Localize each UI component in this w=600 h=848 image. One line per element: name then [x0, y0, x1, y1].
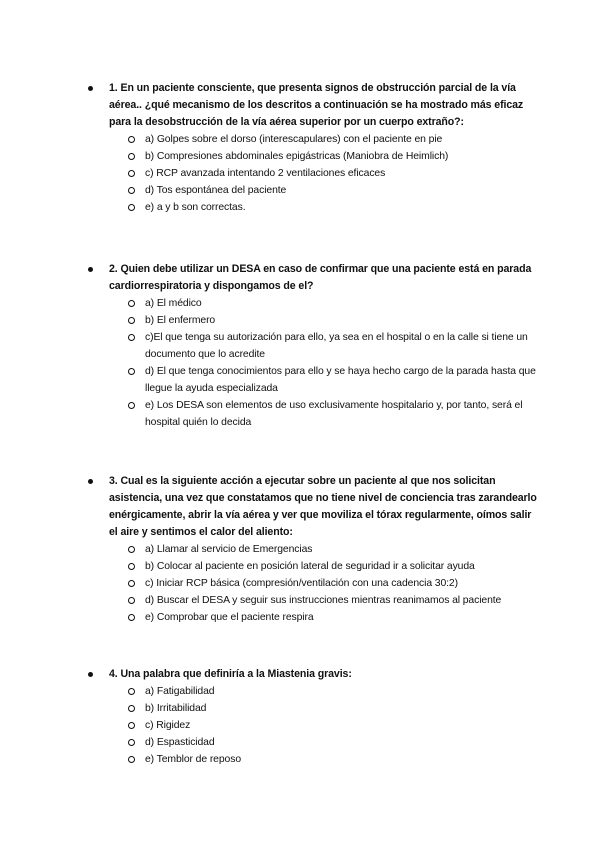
hollow-bullet-icon [128, 597, 135, 604]
question-4-stem [88, 666, 538, 683]
question-4-options [88, 683, 538, 768]
question-4-option-c [88, 717, 538, 734]
question-3-options [88, 541, 538, 626]
option-text: a) Fatigabilidad [145, 686, 215, 697]
filled-bullet-icon [88, 267, 93, 272]
option-text: a) El médico [145, 298, 202, 309]
option-text: b) Compresiones abdominales epigástricas (Maniobra de Heimlich) [145, 151, 449, 162]
question-4-option-e [88, 751, 538, 768]
question-3-option-d [88, 592, 538, 609]
hollow-bullet-icon [128, 546, 135, 553]
question-3-option-a [88, 541, 538, 558]
hollow-bullet-icon [128, 187, 135, 194]
question-3-option-e [88, 609, 538, 626]
option-text: d) Espasticidad [145, 737, 215, 748]
option-text: c)El que tenga su autorización para ello, ya sea en el hospital o en la calle si tiene un documento que lo acredite [145, 332, 528, 360]
question-1-option-c [88, 165, 538, 182]
question-1-option-e [88, 199, 538, 216]
hollow-bullet-icon [128, 688, 135, 695]
question-4-text: 4. Una palabra que definiría a la Miastenia gravis: [109, 668, 352, 680]
question-1-stem [88, 80, 538, 131]
question-3-stem [88, 473, 538, 541]
option-text: e) a y b son correctas. [145, 202, 246, 213]
option-text: c) Rigidez [145, 720, 191, 731]
option-text: d) Buscar el DESA y seguir sus instrucciones mientras reanimamos al paciente [145, 595, 502, 606]
hollow-bullet-icon [128, 739, 135, 746]
option-text: d) El que tenga conocimientos para ello y se haya hecho cargo de la parada hasta que llegue la ayuda especializada [145, 366, 536, 394]
question-1-options [88, 131, 538, 216]
hollow-bullet-icon [128, 368, 135, 375]
hollow-bullet-icon [128, 580, 135, 587]
hollow-bullet-icon [128, 136, 135, 143]
question-2-stem [88, 261, 538, 295]
option-text: d) Tos espontánea del paciente [145, 185, 287, 196]
question-2 [88, 261, 538, 431]
filled-bullet-icon [88, 86, 93, 91]
hollow-bullet-icon [128, 756, 135, 763]
question-1-option-d [88, 182, 538, 199]
hollow-bullet-icon [128, 402, 135, 409]
question-3-text: 3. Cual es la siguiente acción a ejecutar sobre un paciente al que nos solicitan asistencia, una vez que constatamos que no tiene nivel de conciencia tras zarandearlo enérgicamente, abrir la vía aérea y ver que moviliza el tórax regularmente, oímos salir el aire y sentimos el calor del aliento: [109, 475, 537, 538]
question-1-option-a [88, 131, 538, 148]
question-3-option-c [88, 575, 538, 592]
hollow-bullet-icon [128, 614, 135, 621]
option-text: c) Iniciar RCP básica (compresión/ventilación con una cadencia 30:2) [145, 578, 458, 589]
option-text: e) Temblor de reposo [145, 754, 241, 765]
option-text: c) RCP avanzada intentando 2 ventilaciones eficaces [145, 168, 386, 179]
hollow-bullet-icon [128, 705, 135, 712]
option-text: e) Los DESA son elementos de uso exclusivamente hospitalario y, por tanto, será el hospital quién lo decida [145, 400, 523, 428]
question-2-options [88, 295, 538, 431]
option-text: b) El enfermero [145, 315, 216, 326]
question-1-option-b [88, 148, 538, 165]
hollow-bullet-icon [128, 170, 135, 177]
question-3-option-b [88, 558, 538, 575]
question-4-option-a [88, 683, 538, 700]
option-text: a) Golpes sobre el dorso (interescapulares) con el paciente en pie [145, 134, 443, 145]
question-4-option-b [88, 700, 538, 717]
question-3 [88, 473, 538, 626]
hollow-bullet-icon [128, 204, 135, 211]
question-2-option-a [88, 295, 538, 312]
hollow-bullet-icon [128, 722, 135, 729]
hollow-bullet-icon [128, 334, 135, 341]
hollow-bullet-icon [128, 153, 135, 160]
question-2-text: 2. Quien debe utilizar un DESA en caso de confirmar que una paciente está en parada cardiorrespiratoria y dispongamos de el? [109, 263, 532, 292]
filled-bullet-icon [88, 479, 93, 484]
option-text: b) Irritabilidad [145, 703, 207, 714]
question-1 [88, 80, 538, 216]
option-text: b) Colocar al paciente en posición lateral de seguridad ir a solicitar ayuda [145, 561, 475, 572]
hollow-bullet-icon [128, 317, 135, 324]
question-1-text: 1. En un paciente consciente, que presenta signos de obstrucción parcial de la vía aérea.. ¿qué mecanismo de los descritos a continuación se ha mostrado más eficaz para la desobstrucción de la vía aérea superior por un cuerpo extraño?: [109, 82, 524, 128]
question-2-option-c [88, 329, 538, 363]
question-4 [88, 666, 538, 768]
question-2-option-e [88, 397, 538, 431]
filled-bullet-icon [88, 672, 93, 677]
hollow-bullet-icon [128, 300, 135, 307]
question-2-option-d [88, 363, 538, 397]
option-text: a) Llamar al servicio de Emergencias [145, 544, 313, 555]
option-text: e) Comprobar que el paciente respira [145, 612, 314, 623]
hollow-bullet-icon [128, 563, 135, 570]
question-2-option-b [88, 312, 538, 329]
question-4-option-d [88, 734, 538, 751]
